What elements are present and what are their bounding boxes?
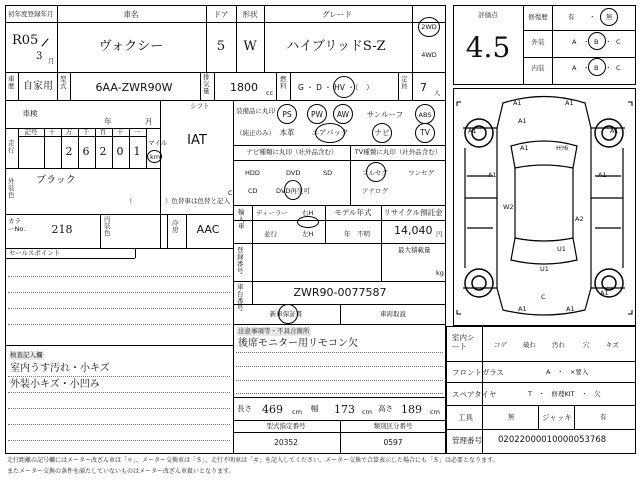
dmg-left-b: A1 (518, 305, 527, 313)
ext-b: B (594, 38, 599, 46)
mileage-unit-1: 十 (48, 128, 56, 136)
import-rh: 右H (302, 209, 314, 217)
equip-pw: PW (311, 110, 323, 119)
chassis-label: 車台番号 (237, 283, 244, 313)
drive-4wd: 4WD (421, 51, 437, 59)
cmark: C (228, 189, 233, 197)
note-1: 後席モニター用リモコン欠 (238, 338, 358, 349)
width-label: 幅 (311, 404, 319, 413)
ext-dot-2: ・ (605, 38, 612, 46)
footer-line-2: またメーター交換の条件を満たしていないものはメーター改ざん車扱いとなります。 (7, 468, 235, 475)
capacity: 7 (420, 81, 427, 94)
length-cm: cm (292, 408, 302, 416)
equip-sunroof: サンルーフ (366, 110, 404, 119)
designation-value: 20352 (274, 438, 298, 447)
pw-circle (307, 104, 327, 124)
shift-value: IAT (187, 133, 207, 148)
nav-hdd: HDD (245, 169, 260, 177)
seat-yogore: 汚れ (552, 341, 565, 349)
km-label: km (150, 153, 161, 161)
vehicle-label: 車歴 (8, 75, 15, 91)
color-value: ブラック (36, 175, 76, 186)
repair-no: 無 (606, 13, 613, 21)
person-unit: 人 (434, 89, 441, 97)
capacity-label: 定員 (401, 75, 408, 91)
ac-label: 冷房 (172, 219, 179, 235)
mileage-label: 走行 (8, 139, 15, 155)
inspector-label: 検査記入欄 (10, 351, 43, 359)
interior-color-label: 内装色 (104, 215, 111, 238)
int-b: B (594, 64, 599, 72)
ac-value: AAC (196, 223, 220, 236)
footer-line-1: 走行距離の記号欄にはメーター改ざん車は「＊」、メーター交換車は「＄」、走行不明車は「＃」を記入してください。メーター交換で合算表示した場合にも「＄」は必要となります。 (7, 457, 499, 464)
model-year-label: モデル年式 (334, 208, 372, 217)
width-cm: cm (362, 408, 372, 416)
seat-kizu: キズ (606, 341, 619, 349)
inspection-year: 年 (104, 117, 112, 126)
dvd-play-circle (284, 180, 302, 200)
mileage-unit-0: 記号 (24, 128, 38, 136)
nav-sd: SD (323, 169, 333, 177)
notes-label: 注意事項等・不具合箇所 (238, 327, 310, 335)
doors-value: 5 (216, 39, 226, 54)
height-label: 高さ (378, 404, 393, 413)
length-value: 469 (262, 403, 283, 416)
import-label: 輸入車 (238, 208, 245, 231)
doors-label: ドア (213, 10, 229, 19)
glass-value: A ・ ×要入 (546, 368, 589, 376)
ext-label: 外装 (531, 38, 545, 46)
mileage-unit-4: 百 (99, 128, 107, 136)
dmg-c: C (541, 293, 546, 301)
equipment-sub: （純正のみ） (236, 129, 275, 137)
shape-value: W (243, 39, 257, 54)
jack-label: ジャッキ (542, 413, 572, 422)
equip-tv: TV (420, 128, 430, 137)
dmg-right-w: A1 (566, 305, 575, 313)
spare-label: スペアタイヤ (452, 390, 497, 399)
int-b-circle (588, 58, 606, 76)
mileage-digit-0: 2 (65, 145, 73, 158)
mileage-unit-2: 万 (65, 128, 73, 136)
category-label: 類別区分番号 (373, 422, 413, 430)
color-label: 外装色 (8, 177, 15, 200)
inspector-line-2: 外装小キズ・小凹み (10, 379, 100, 390)
reg-year: R05 (12, 33, 39, 48)
tools-value: 無 (508, 413, 515, 421)
reg-month: 3 (36, 51, 43, 62)
ext-a: A (572, 38, 577, 46)
tv-title: TV種類に丸印（社外品含む） (354, 148, 442, 156)
equip-ps: PS (282, 110, 292, 119)
tv-analog: アナログ (362, 187, 388, 195)
import-dealer: ディーラー (256, 209, 288, 217)
dmg-u1-1: U1 (540, 265, 549, 273)
dmg-a1-6: A1 (520, 144, 529, 152)
int-dot-2: ・ (605, 64, 612, 72)
nav-dvd-play: DVD再生可 (276, 187, 310, 195)
dmg-a1-2: A1 (468, 127, 477, 135)
import-lh: 左H (302, 230, 314, 238)
equip-aw: AW (336, 110, 350, 119)
int-label: 内装 (531, 64, 545, 72)
score-label: 評価点 (478, 11, 498, 19)
nav-dvd: DVD (286, 169, 301, 177)
tv-circle (415, 123, 435, 143)
manual: 車両取説 (380, 310, 406, 318)
inspection-month: 月 (145, 117, 153, 126)
glass-label: フロントガラス (452, 368, 505, 377)
dmg-right-a: A1 (600, 289, 609, 297)
mileage-digit-3: 0 (116, 145, 124, 158)
navi-circle (372, 123, 392, 143)
int-dot-1: ・ (583, 64, 590, 72)
equip-abs: ABS (418, 111, 432, 119)
car-name: ヴォクシー (98, 39, 164, 54)
color-note: （ ）色替車は色替と記入 (126, 197, 230, 205)
mileage-digit-1: 6 (82, 145, 90, 158)
displacement-label: 排気量 (203, 73, 210, 96)
import-parallel: 並行 (264, 230, 277, 238)
dmg-a1-0: A1 (513, 99, 522, 107)
mileage-digit-2: 2 (99, 145, 107, 158)
width-value: 173 (334, 403, 355, 416)
shape-label: 形状 (242, 10, 258, 19)
mileage-digit-4: 1 (133, 145, 141, 158)
usage: 自家用 (23, 81, 53, 92)
fuel-label: 燃料 (280, 75, 287, 91)
dmg-a1-3: A1 (610, 127, 619, 135)
height-value: 189 (401, 403, 422, 416)
dmg-ha: Hﾂ6 (556, 144, 569, 152)
model-year: 年 不明 (344, 230, 370, 238)
mileage-unit-5: 十 (116, 128, 124, 136)
mileage-unit-6: 一 (133, 128, 141, 136)
equip-leather: 本革 (279, 128, 295, 137)
mile-label: マイル (148, 139, 168, 147)
seat-yabure: 破れ (523, 341, 536, 349)
equip-airbag: エアバック (311, 128, 349, 137)
mileage-unit-3: 千 (82, 128, 90, 136)
dmg-a1-5: A1 (598, 171, 607, 179)
mgmt-value: 02022000010000053768 (498, 435, 607, 445)
repair-no-circle (600, 8, 618, 26)
nav-title: ナビ種類に丸印（社外品含む） (246, 148, 338, 156)
inspector-line-1: 室内うす汚れ・小キズ (10, 363, 110, 374)
jack-value: 有 (600, 413, 607, 421)
warranty-circle (278, 304, 298, 324)
car-name-label: 車名 (123, 10, 139, 19)
spare-value: T ・ 修理KIT ・ 欠 (528, 390, 601, 398)
int-a: A (572, 64, 577, 72)
grade-value: ハイブリッドS-Z (286, 39, 386, 54)
tv-fullseg: フルセグ (362, 169, 388, 177)
length-label: 長さ (237, 404, 252, 413)
ext-c: C (616, 38, 621, 46)
month-unit: 月 (48, 57, 55, 65)
recycle-label: リサイクル預託金 (383, 208, 443, 217)
tv-oneseg: ワンセグ (408, 169, 434, 177)
dmg-u1-0: U1 (557, 245, 566, 253)
shift-label: シフト (190, 102, 210, 110)
sales-point-label: セールスポイント (9, 249, 61, 257)
repair-label: 修復歴 (528, 13, 548, 21)
int-c: C (616, 64, 621, 72)
dmg-a1-4: A1 (488, 171, 497, 179)
equip-navi: ナビ (374, 128, 390, 137)
fuel-options: G ・ D ・ HV ・（ ） (298, 83, 374, 92)
fullseg-circle (366, 162, 386, 182)
first-reg-label: 初年度登録年月 (8, 10, 54, 18)
nav-cd: CD (248, 187, 258, 195)
designation-label: 型式指定番号 (266, 422, 306, 430)
tools-label: 工具 (458, 413, 473, 422)
seat-label: 室内シート (452, 333, 475, 351)
dmg-w2: W2 (503, 203, 514, 211)
seat-ana: 穴 (583, 341, 590, 349)
displacement: 1800 (230, 81, 258, 94)
aw-circle (333, 104, 353, 124)
seat-koge: コゲ (494, 341, 507, 349)
new-warranty: 新車保証書 (269, 310, 303, 318)
category-value: 0597 (383, 438, 403, 447)
dmg-a2: A2 (575, 215, 584, 223)
reg-number-label: 登録番号 (237, 246, 244, 276)
rh-circle (297, 216, 319, 228)
cc-unit: cc (266, 89, 274, 97)
yen-unit: 円 (436, 230, 443, 238)
mgmt-label: 管理番号 (452, 436, 482, 445)
abs-circle (415, 104, 435, 124)
fuel-hv-circle (333, 76, 355, 98)
ext-dot-1: ・ (583, 38, 590, 46)
ps-circle (277, 104, 297, 124)
score-value: 4.5 (465, 31, 511, 64)
repair-yes: 有 (568, 13, 575, 21)
ext-b-circle (588, 32, 606, 50)
color-code-label: カラーNo. (8, 217, 26, 233)
drive-2wd: 2WD (421, 23, 437, 31)
kg-unit: kg (436, 269, 444, 277)
chassis-value: ZWR90-0077587 (293, 286, 387, 299)
dmg-left-a: A1 (518, 117, 527, 125)
dmg-a1-1: A1 (565, 99, 574, 107)
grade-label: グレード (322, 10, 352, 19)
model-label: 型式 (60, 75, 67, 91)
load-label: 最大積載量 (398, 246, 431, 254)
model-value: 6AA-ZWR90W (95, 81, 173, 94)
equipment-label: 装備品に丸印 (236, 107, 275, 115)
recycle-value: 14,040 (394, 224, 433, 237)
color-code: 218 (51, 223, 73, 236)
repair-dot: ・ (589, 13, 596, 21)
height-cm: cm (430, 408, 440, 416)
airbag-circle (315, 123, 345, 143)
inspection-label: 車検 (22, 109, 38, 118)
